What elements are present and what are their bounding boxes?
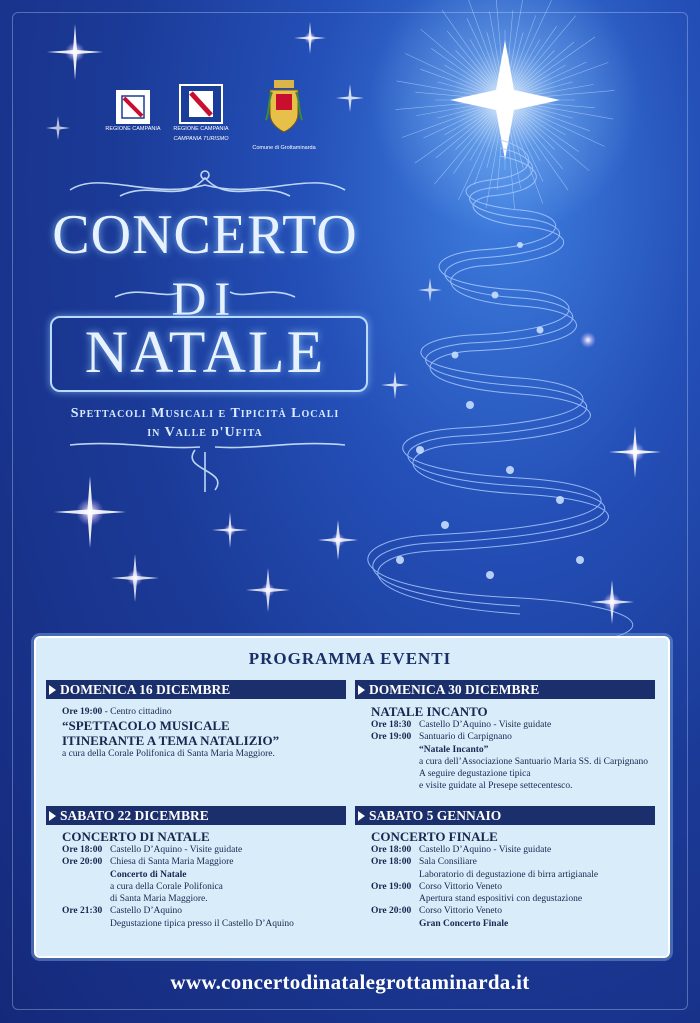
subtitle-line1: Spettacoli Musicali e Tipicità Locali — [70, 406, 340, 421]
event-text: Castello D’Aquino - Visite guidate — [110, 845, 243, 855]
date-label: DOMENICA 30 DICEMBRE — [369, 682, 540, 697]
event-time: Ore 20:00 — [62, 857, 103, 868]
event-place: - Centro cittadino — [102, 707, 172, 717]
date-label: DOMENICA 16 DICEMBRE — [60, 682, 231, 697]
event-text: Sala Consiliare — [419, 857, 477, 868]
event-text: Castello D’Aquino - Visite guidate — [419, 720, 552, 730]
event-text: di Santa Maria Maggiore. — [110, 894, 208, 905]
event-time: Ore 18:30 — [371, 720, 412, 730]
event-30-dicembre — [371, 704, 661, 793]
event-text: a cura dell’Associazione Santuario Maria SS. di Carpignano — [419, 756, 648, 767]
event-text: e visite guidate al Presepe settecentesco. — [419, 781, 573, 792]
event-text: Corso Vittorio Veneto — [419, 906, 502, 917]
title-di: DI — [171, 273, 239, 326]
event-time: Ore 18:00 — [371, 845, 412, 855]
comune-logo — [244, 80, 324, 151]
event-text: Castello D’Aquino — [110, 906, 183, 917]
regione-campania-logo — [104, 90, 162, 132]
event-5-gennaio — [371, 829, 661, 930]
event-highlight: Concerto di Natale — [110, 869, 187, 880]
campania-turismo-region-label: REGIONE CAMPANIA — [173, 126, 229, 132]
date-label: SABATO 22 DICEMBRE — [60, 808, 209, 823]
campania-turismo-logo — [170, 84, 232, 142]
date-bar-22-dicembre — [46, 806, 346, 825]
comune-label: Comune di Grottaminarda — [252, 145, 316, 151]
title-natale: NATALE — [84, 319, 326, 385]
event-time: Ore 19:00 — [371, 732, 412, 743]
regione-campania-shield-icon — [116, 90, 150, 124]
event-time: Ore 20:00 — [371, 906, 412, 917]
event-heading: CONCERTO DI NATALE — [62, 829, 210, 844]
comune-crest-icon — [264, 80, 304, 136]
campania-turismo-shield-icon — [179, 84, 223, 124]
regione-campania-label: REGIONE CAMPANIA — [105, 126, 161, 132]
event-heading: CONCERTO FINALE — [371, 829, 498, 844]
event-text: a cura della Corale Polifonica — [110, 881, 223, 892]
program-heading: PROGRAMMA EVENTI — [248, 649, 452, 668]
event-time: Ore 19:00 — [371, 881, 412, 892]
date-bar-5-gennaio — [355, 806, 655, 825]
event-time: Ore 18:00 — [371, 857, 412, 868]
arrow-icon — [358, 811, 365, 821]
event-highlight: “Natale Incanto” — [419, 744, 489, 755]
event-text: Santuario di Carpignano — [419, 732, 512, 743]
event-credit: a cura della Corale Polifonica di Santa Maria Maggiore. — [62, 749, 275, 760]
event-text: Corso Vittorio Veneto — [419, 881, 502, 892]
event-text: Castello D’Aquino - Visite guidate — [419, 845, 552, 855]
subtitle-line2: in Valle d'Ufita — [147, 425, 263, 440]
event-time: Ore 18:00 — [62, 845, 103, 855]
arrow-icon — [358, 685, 365, 695]
title-concerto: CONCERTO — [52, 204, 358, 266]
event-text: Laboratorio di degustazione di birra artigianale — [419, 869, 599, 880]
date-bar-16-dicembre — [46, 680, 346, 699]
event-16-dicembre — [62, 706, 342, 761]
event-title-line1: “SPETTACOLO MUSICALE — [62, 718, 230, 734]
event-text: Chiesa di Santa Maria Maggiore — [110, 857, 234, 868]
date-label: SABATO 5 GENNAIO — [369, 808, 502, 823]
website-link[interactable]: www.concertodinatalegrottaminarda.it — [170, 970, 530, 994]
event-text: A seguire degustazione tipica — [419, 769, 531, 780]
event-text: Apertura stand espositivi con degustazione — [419, 894, 583, 905]
arrow-icon — [49, 685, 56, 695]
event-heading: NATALE INCANTO — [371, 704, 488, 719]
event-highlight: Gran Concerto Finale — [419, 918, 509, 929]
arrow-icon — [49, 811, 56, 821]
event-time: Ore 21:30 — [62, 906, 103, 917]
logos — [104, 84, 324, 159]
music-notes-icon — [396, 242, 584, 579]
event-22-dicembre — [62, 829, 347, 930]
star-burst-icon — [370, 0, 640, 235]
event-title-line2: ITINERANTE A TEMA NATALIZIO” — [62, 733, 280, 749]
date-bar-30-dicembre — [355, 680, 655, 699]
event-text: Degustazione tipica presso il Castello D’Aquino — [110, 918, 294, 929]
campania-turismo-label: CAMPANIA TURISMO — [173, 136, 229, 142]
event-time: Ore 19:00 — [62, 707, 103, 717]
